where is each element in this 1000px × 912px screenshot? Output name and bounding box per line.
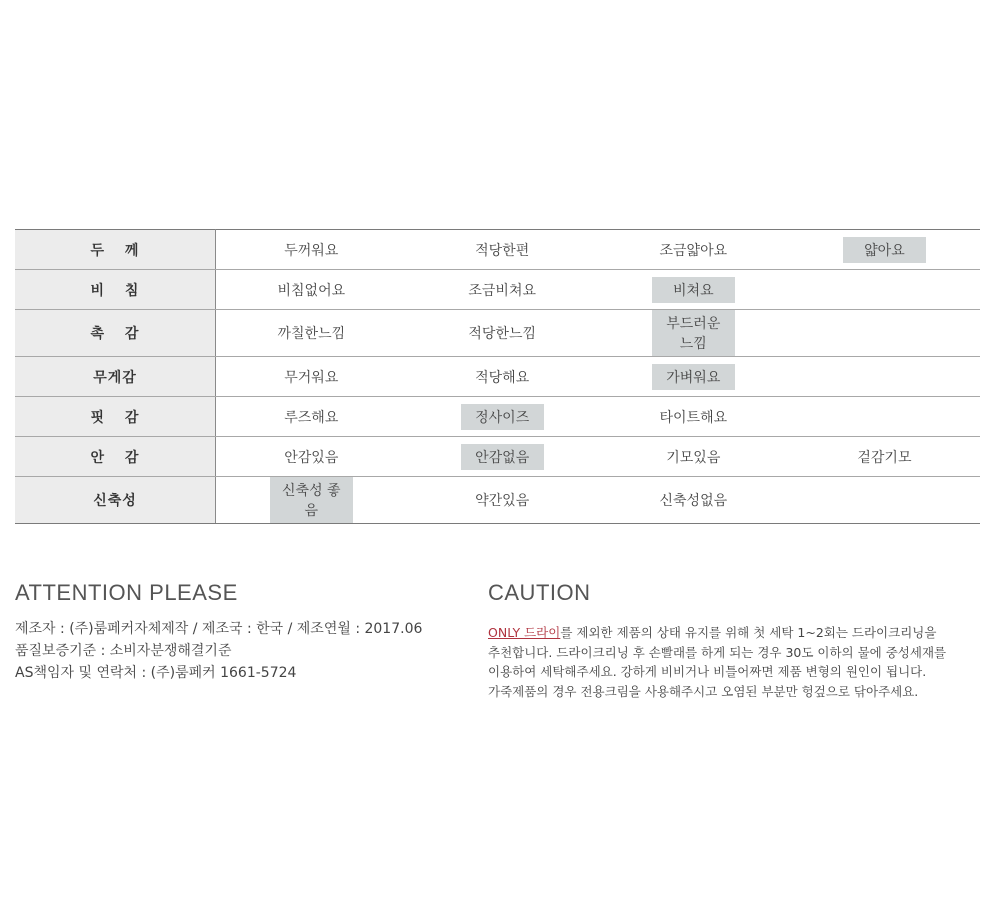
caution-line-2: 추천합니다. 드라이크리닝 후 손빨래를 하게 되는 경우 30도 이하의 물에 중성세재를 <box>488 644 947 660</box>
spec-option <box>872 331 896 337</box>
spec-option-cell <box>789 477 980 524</box>
spec-option: 조금얇아요 <box>659 242 728 259</box>
caution-line-3: 이용하여 세탁해주세요. 강하게 비비거나 비틀어짜면 제품 변형의 원인이 됩니다. <box>488 664 927 679</box>
spec-row-label: 신축성 <box>15 477 216 524</box>
spec-option-selected: 가벼워요 <box>652 364 735 390</box>
spec-option-selected: 비쳐요 <box>652 277 735 303</box>
spec-option: 적당해요 <box>475 369 530 386</box>
spec-option-cell <box>789 270 980 310</box>
caution-text <box>488 623 946 701</box>
spec-row <box>15 357 980 397</box>
spec-option-cell <box>216 270 407 310</box>
spec-option-cell <box>216 357 407 397</box>
spec-row <box>15 310 980 357</box>
product-spec-table <box>15 229 980 524</box>
spec-option-cell <box>216 310 407 357</box>
spec-row-label: 핏 감 <box>15 397 216 437</box>
spec-option-cell <box>216 230 407 270</box>
spec-option-selected: 신축성 좋음 <box>270 477 353 523</box>
spec-option: 신축성없음 <box>659 493 728 509</box>
spec-option: 타이트해요 <box>659 409 728 426</box>
info-line-as-contact: AS책임자 및 연락처 : (주)룸페커 1661-5724 <box>15 665 297 681</box>
spec-option-cell <box>216 477 407 524</box>
spec-option-cell <box>407 397 598 437</box>
spec-option: 비침없어요 <box>277 282 346 299</box>
spec-row <box>15 230 980 270</box>
spec-row <box>15 477 980 524</box>
spec-option-cell <box>789 357 980 397</box>
caution-line-1 <box>488 623 946 643</box>
spec-option <box>872 415 896 421</box>
spec-option: 겉감기모 <box>857 449 912 466</box>
caution-line-4: 가죽제품의 경우 전용크림을 사용해주시고 오염된 부분만 헝겊으로 닦아주세요. <box>488 683 919 699</box>
spec-option <box>872 375 896 381</box>
info-line-manufacturer: 제조자 : (주)룸페커자체제작 / 제조국 : 한국 / 제조연월 : 2017.06 <box>15 621 423 637</box>
spec-option-cell <box>407 230 598 270</box>
spec-option-selected: 얇아요 <box>843 237 926 263</box>
attention-heading: ATTENTION PLEASE <box>15 580 238 605</box>
spec-row-label: 비 침 <box>15 270 216 310</box>
caution-line-1-rest: 를 제외한 제품의 상태 유지를 위해 첫 세탁 1~2회는 드라이크리닝을 <box>560 625 937 640</box>
caution-heading: CAUTION <box>488 580 591 605</box>
spec-option-cell <box>216 437 407 477</box>
spec-option-selected: 정사이즈 <box>461 404 544 430</box>
spec-option: 조금비쳐요 <box>468 282 536 299</box>
spec-row <box>15 397 980 437</box>
spec-option: 루즈해요 <box>284 409 339 426</box>
spec-option-cell <box>407 437 598 477</box>
product-info <box>15 618 422 684</box>
spec-option: 기모있음 <box>666 449 721 466</box>
info-line-quality: 품질보증기준 : 소비자분쟁해결기준 <box>15 643 232 659</box>
spec-option-cell <box>789 397 980 437</box>
spec-option: 무거워요 <box>284 369 339 386</box>
spec-option-cell <box>789 437 980 477</box>
spec-option: 까칠한느낌 <box>277 326 346 342</box>
spec-option <box>872 498 896 504</box>
spec-row-label: 촉 감 <box>15 310 216 357</box>
spec-option-cell <box>598 437 789 477</box>
spec-option-cell <box>789 230 980 270</box>
spec-option-cell <box>216 397 407 437</box>
spec-option-selected: 안감없음 <box>461 444 544 470</box>
spec-option: 두꺼워요 <box>284 242 339 259</box>
spec-row <box>15 437 980 477</box>
spec-option <box>872 288 896 294</box>
spec-option-cell <box>598 397 789 437</box>
spec-option-cell <box>789 310 980 357</box>
spec-option-cell <box>407 357 598 397</box>
spec-row-label: 두 께 <box>15 230 216 270</box>
spec-option: 약간있음 <box>475 493 530 509</box>
spec-option-cell <box>598 230 789 270</box>
only-dry-highlight: ONLY 드라이 <box>488 625 561 640</box>
spec-option-selected: 부드러운느낌 <box>652 310 735 356</box>
spec-option-cell <box>598 357 789 397</box>
spec-option-cell <box>407 477 598 524</box>
spec-option: 적당한편 <box>475 242 530 259</box>
spec-option-cell <box>598 310 789 357</box>
spec-option-cell <box>407 310 598 357</box>
spec-row-label: 무게감 <box>15 357 216 397</box>
spec-row-label: 안 감 <box>15 437 216 477</box>
spec-option-cell <box>407 270 598 310</box>
spec-option: 적당한느낌 <box>468 326 536 342</box>
spec-option-cell <box>598 477 789 524</box>
spec-row <box>15 270 980 310</box>
spec-option-cell <box>598 270 789 310</box>
spec-option: 안감있음 <box>284 449 339 466</box>
spec-table-body <box>15 230 980 524</box>
